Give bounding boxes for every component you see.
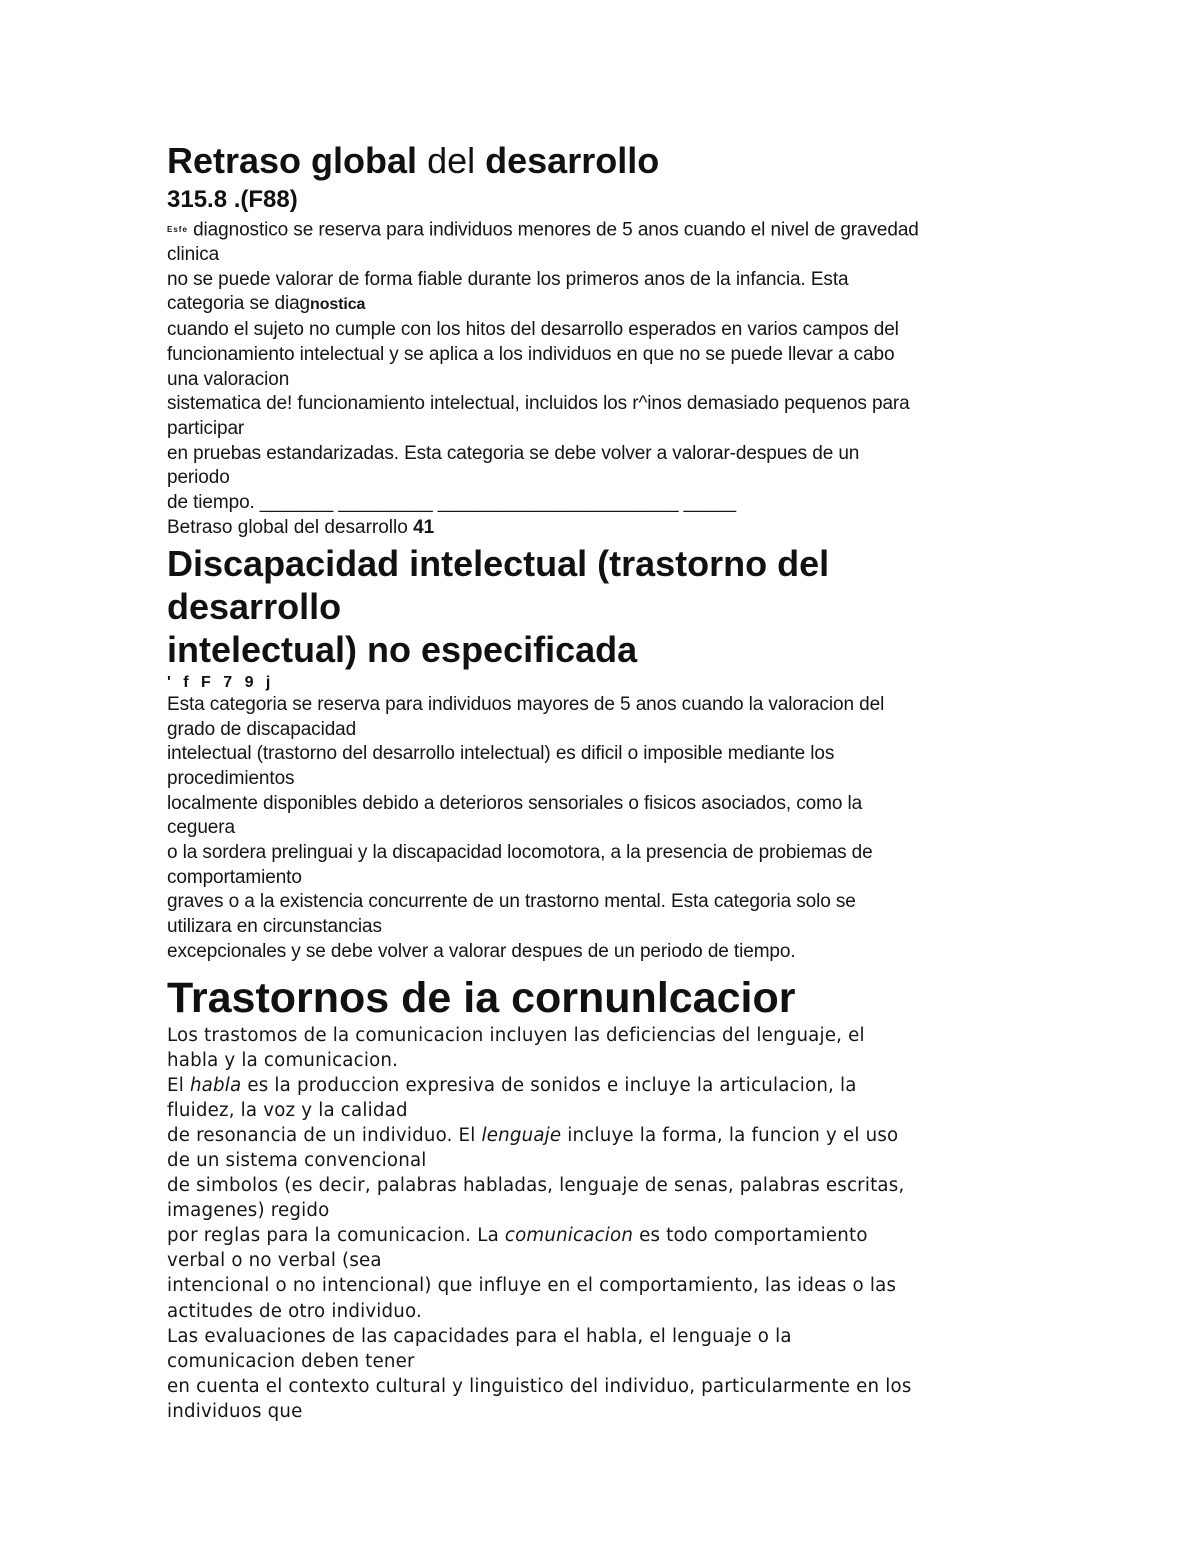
- italic-term: comunicacion: [504, 1225, 634, 1247]
- text-span: diagnostico se reserva para individuos menores de 5 anos cuando el nivel de gravedad: [193, 219, 919, 241]
- text-span: es todo comportamiento: [633, 1225, 868, 1247]
- text-span: El: [167, 1074, 190, 1096]
- text-line: en cuenta el contexto cultural y linguistico del individuo, particularmente en los: [167, 1375, 912, 1397]
- text-line: Esta categoria se reserva para individuos mayores de 5 anos cuando la valoracion del: [167, 693, 885, 715]
- text-line: intelectual (trastorno del desarrollo intelectual) es dificil o imposible mediante los: [167, 743, 835, 765]
- text-line: de simbolos (es decir, palabras habladas, lenguaje de senas, palabras escritas,: [167, 1175, 905, 1197]
- title-line: desarrollo: [167, 585, 342, 627]
- text-line: [167, 1073, 1047, 1098]
- text-line: actitudes de otro individuo.: [167, 1300, 422, 1322]
- text-line: o la sordera prelinguai y la discapacidad locomotora, a la presencia de probiemas de: [167, 842, 873, 864]
- text-span: categoria se diag: [167, 293, 311, 315]
- section3-body: [167, 1023, 1047, 1425]
- title-part: Retraso global: [167, 140, 418, 181]
- text-line: sistematica de! funcionamiento intelectual, incluidos los r^inos demasiado pequenos para: [167, 393, 910, 415]
- text-line: de tiempo. _______ _________ _______________________ _____: [167, 492, 736, 514]
- text-line: graves o a la existencia concurrente de un trastorno mental. Esta categoria solo se: [167, 891, 856, 913]
- text-span: es la produccion expresiva de sonidos e incluye la articulacion, la: [241, 1074, 857, 1096]
- text-line: clinica: [167, 244, 220, 266]
- text-line: fluidez, la voz y la calidad: [167, 1099, 408, 1121]
- running-footer: [167, 516, 1047, 540]
- bold-fragment: nostica: [310, 296, 366, 314]
- title-line: Discapacidad intelectual (trastorno del: [167, 542, 830, 584]
- text-line: imagenes) regido: [167, 1200, 330, 1222]
- section2-body: [167, 693, 1047, 965]
- text-line: ceguera: [167, 817, 235, 839]
- section-title-comunicacion: Trastornos de ia cornunlcacior: [167, 973, 796, 1022]
- text-line: de un sistema convencional: [167, 1150, 427, 1172]
- text-line: excepcionales y se debe volver a valorar despues de un periodo de tiempo.: [167, 940, 796, 962]
- title-part: del: [427, 140, 476, 181]
- text-line: funcionamiento intelectual y se aplica a los individuos en que no se puede llevar a cabo: [167, 343, 895, 365]
- text-line: intencional o no intencional) que influye en el comportamiento, las ideas o las: [167, 1275, 897, 1297]
- italic-term: lenguaje: [481, 1124, 562, 1146]
- text-line: no se puede valorar de forma fiable durante los primeros anos de la infancia. Esta: [167, 268, 849, 290]
- text-line: comunicacion deben tener: [167, 1350, 415, 1372]
- text-line: [167, 1123, 1047, 1148]
- text-line: individuos que: [167, 1400, 303, 1422]
- text-line: participar: [167, 418, 245, 439]
- text-line: en pruebas estandarizadas. Esta categoria se debe volver a valorar-despues de un: [167, 442, 860, 464]
- footer-text: Betraso global del desarrollo: [167, 516, 408, 538]
- text-line: [167, 1223, 1047, 1248]
- page-content: [167, 140, 1047, 1424]
- text-span: por reglas para la comunicacion. La: [167, 1225, 505, 1247]
- section-title-discapacidad: [167, 542, 1047, 671]
- section-title-retraso: [167, 140, 1047, 182]
- text-line: localmente disponibles debido a deterioros sensoriales o fisicos asociados, como la: [167, 792, 863, 814]
- section1-body: [167, 218, 1047, 516]
- page-number: 41: [413, 516, 435, 538]
- text-line: [167, 292, 1047, 318]
- text-span: incluye la forma, la funcion y el uso: [561, 1124, 899, 1146]
- text-span: de resonancia de un individuo. El: [167, 1124, 482, 1146]
- lead-small-text: Esfe: [167, 225, 188, 234]
- italic-term: habla: [189, 1074, 242, 1096]
- text-line: Las evaluaciones de las capacidades para el habla, el lenguaje o la: [167, 1325, 792, 1347]
- diagnosis-code: ' f F 7 9 j: [167, 673, 275, 691]
- text-line: habla y la comunicacion.: [167, 1049, 399, 1071]
- text-line: [167, 218, 1047, 243]
- text-line: cuando el sujeto no cumple con los hitos del desarrollo esperados en varios campos del: [167, 319, 899, 341]
- title-line: intelectual) no especificada: [167, 628, 638, 670]
- text-line: verbal o no verbal (sea: [167, 1250, 382, 1272]
- text-line: grado de discapacidad: [167, 718, 357, 740]
- text-line: utilizara en circunstancias: [167, 916, 382, 938]
- text-line: Los trastomos de la comunicacion incluyen las deficiencias del lenguaje, el: [167, 1024, 865, 1046]
- title-part: desarrollo: [485, 140, 660, 181]
- text-line: una valoracion: [167, 368, 290, 390]
- text-line: periodo: [167, 467, 230, 489]
- text-line: procedimientos: [167, 767, 295, 789]
- text-line: comportamiento: [167, 866, 302, 888]
- diagnosis-code: 315.8 .(F88): [167, 186, 298, 213]
